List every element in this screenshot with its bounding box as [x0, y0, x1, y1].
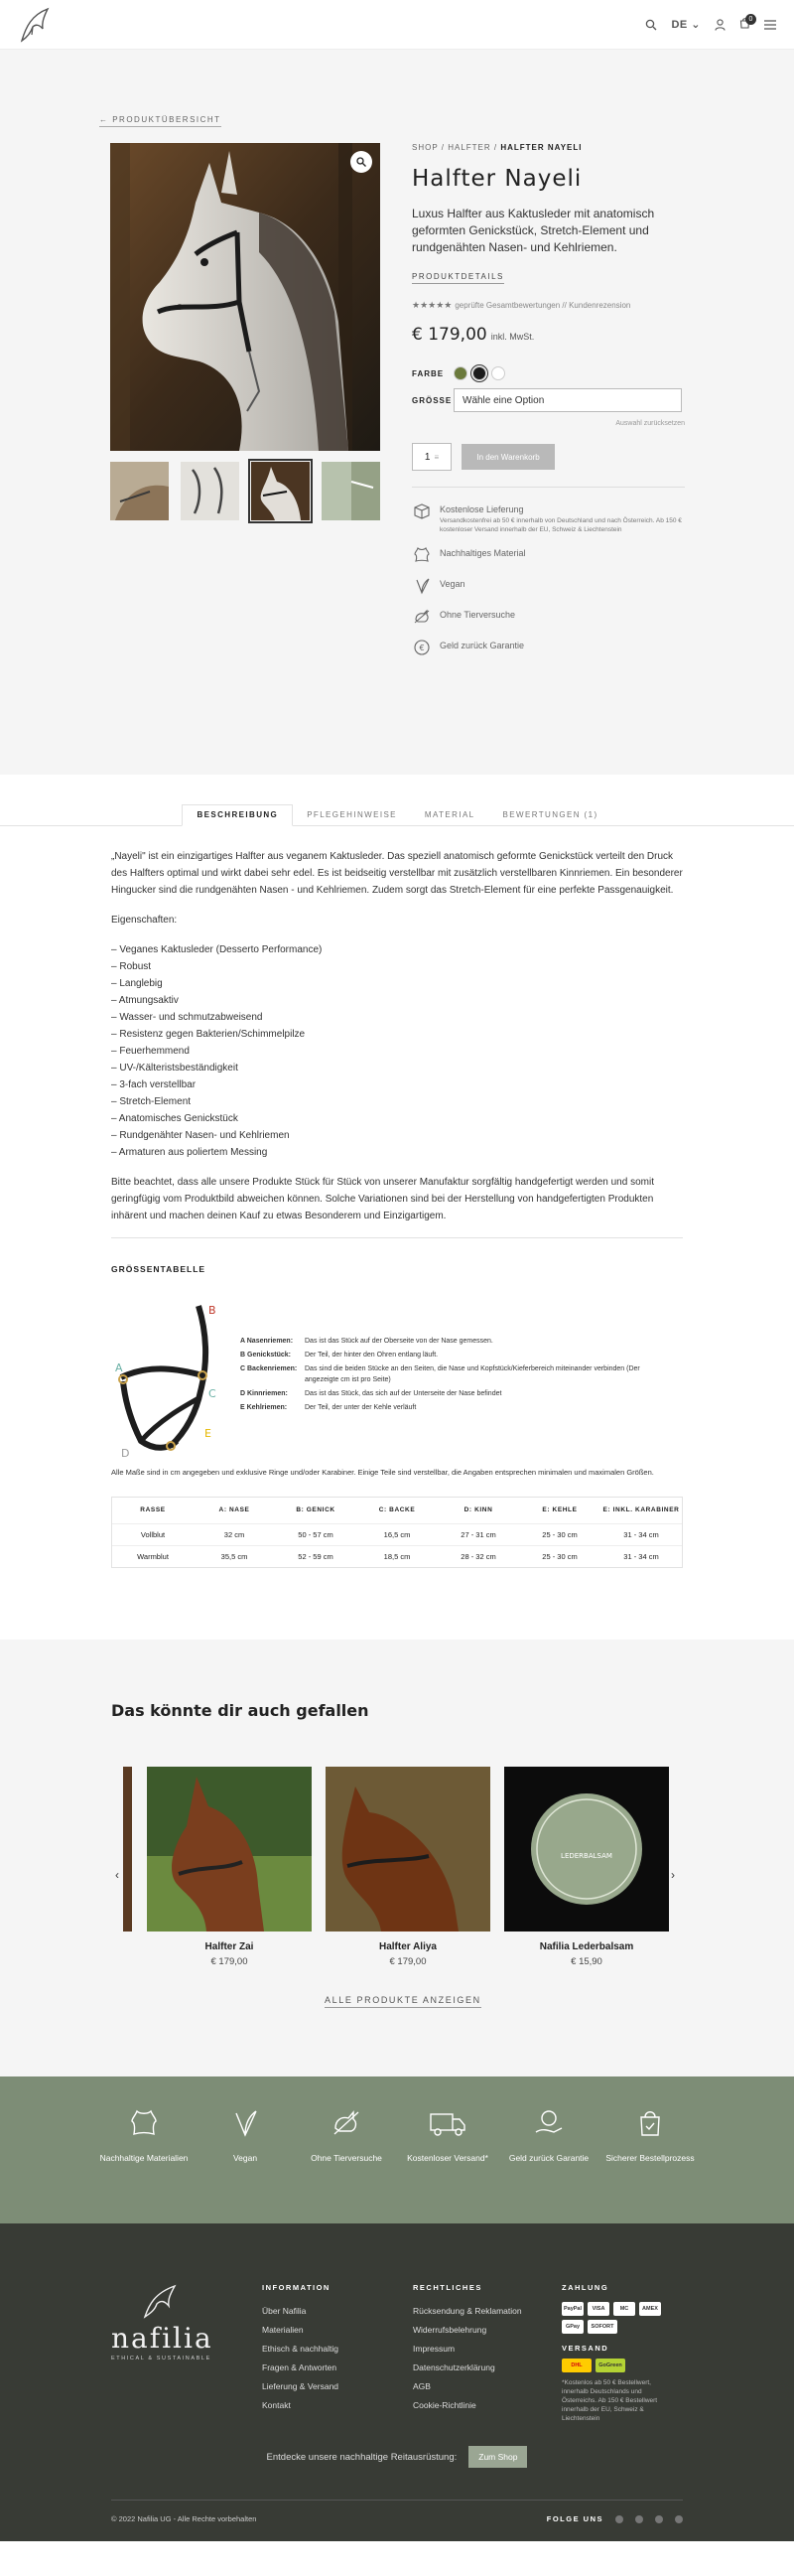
table-cell: 52 - 59 cm: [275, 1545, 356, 1567]
size-option: [412, 388, 685, 412]
thumbnail-image: [110, 462, 169, 520]
product-card-name: Halfter Zai: [204, 1941, 254, 1952]
legend-key: D Kinnriemen:: [240, 1390, 288, 1397]
legend-row: [240, 1402, 662, 1413]
benefit-label: Ohne Tierversuche: [311, 2153, 382, 2163]
table-cell: Warmblut: [112, 1545, 194, 1567]
cart-button[interactable]: [739, 16, 753, 32]
paypal-icon: PayPal: [562, 2302, 584, 2316]
breadcrumb-separator: /: [490, 143, 501, 152]
quantity-stepper[interactable]: [412, 443, 452, 471]
zoom-button[interactable]: [350, 151, 372, 173]
benefit-sustainable-materials: [93, 2106, 195, 2223]
size-select-value: Wähle eine Option: [463, 394, 545, 406]
breadcrumb-shop[interactable]: SHOP: [412, 143, 439, 152]
breadcrumb-current: HALFTER NAYELI: [500, 143, 583, 152]
product-title: Halfter Nayeli: [412, 166, 583, 192]
feature-money-back: [412, 638, 685, 657]
follow-label: FOLGE UNS: [546, 2514, 603, 2523]
money-back-icon: [412, 638, 432, 657]
feature-name: Nachhaltiges Material: [440, 548, 526, 558]
column-header: D: KINN: [463, 1506, 493, 1513]
table-cell: 35,5 cm: [194, 1545, 275, 1567]
size-label: GRÖSSE: [412, 395, 453, 405]
table-row: [112, 1545, 682, 1567]
tab-material[interactable]: MATERIAL: [424, 810, 475, 819]
product-card-price: € 179,00: [210, 1956, 248, 1967]
legend-key: C Backenriemen:: [240, 1365, 298, 1372]
no-animal-testing-icon: [330, 2106, 363, 2140]
footer-legal: [413, 2283, 522, 2415]
product-price: € 179,00: [412, 325, 487, 345]
legend-key: B Genickstück:: [240, 1352, 291, 1359]
legend-row: [240, 1363, 662, 1385]
feature-name: Vegan: [440, 579, 465, 589]
table-cell: 25 - 30 cm: [519, 1545, 600, 1567]
thumbnail-4[interactable]: [322, 462, 380, 520]
price-row: [412, 325, 685, 345]
list-item: – Anatomisches Genickstück: [111, 1110, 683, 1127]
legend-key: A Nasenriemen:: [240, 1338, 294, 1345]
instagram-icon[interactable]: [655, 2515, 663, 2523]
legend-value: Der Teil, der unter der Kehle verläuft: [305, 1404, 417, 1411]
footer-column-title: ZAHLUNG: [562, 2283, 609, 2292]
list-item: – Rundgenähter Nasen- und Kehlriemen: [111, 1127, 683, 1144]
features-heading: Eigenschaften:: [111, 915, 178, 926]
quantity-value: 1: [424, 451, 431, 463]
no-animal-testing-icon: [412, 607, 432, 627]
table-cell: 28 - 32 cm: [438, 1545, 519, 1567]
product-card-price: € 15,90: [571, 1956, 602, 1967]
zoom-icon: [356, 157, 366, 167]
chevron-right-icon[interactable]: ›: [671, 1868, 675, 1882]
google-pay-icon: GPay: [562, 2320, 584, 2334]
add-to-cart-button[interactable]: In den Warenkorb: [462, 444, 555, 470]
vegan-leaf-icon: [412, 576, 432, 596]
product-card-image: [326, 1767, 490, 1932]
shipping-carriers: [562, 2359, 671, 2372]
color-label: FARBE: [412, 368, 445, 378]
recommendations-section: [0, 1640, 794, 2076]
product-card-image: [147, 1767, 312, 1932]
table-cell: 27 - 31 cm: [438, 1523, 519, 1545]
benefit-label: Sicherer Bestellprozess: [605, 2153, 695, 2163]
table-cell: 31 - 34 cm: [600, 1523, 682, 1545]
description-panel: [0, 826, 794, 1224]
vegan-leaf-icon: [228, 2106, 262, 2140]
size-table: [111, 1497, 683, 1568]
footer-link[interactable]: Cookie-Richtlinie: [413, 2400, 476, 2410]
benefit-free-shipping: [397, 2106, 498, 2223]
truck-icon: [428, 2106, 467, 2140]
product-card-price: € 179,00: [389, 1956, 427, 1967]
letter-a: A: [115, 1361, 123, 1374]
tab-reviews[interactable]: BEWERTUNGEN (1): [502, 810, 598, 819]
footer-cta: [0, 2446, 794, 2468]
thumbnail-image: [251, 462, 310, 520]
footer-link[interactable]: Widerrufsbelehrung: [413, 2325, 487, 2335]
color-swatch-black[interactable]: [472, 366, 486, 380]
list-item: – Wasser- und schmutzabweisend: [111, 1009, 683, 1026]
reset-selection-link[interactable]: Auswahl zurücksetzen: [615, 420, 685, 427]
footer-link[interactable]: Impressum: [413, 2344, 456, 2354]
footer-information: [262, 2283, 338, 2415]
product-details-link[interactable]: PRODUKTDETAILS: [412, 272, 504, 284]
breadcrumb: [412, 143, 685, 152]
breadcrumb-category[interactable]: HALFTER: [448, 143, 491, 152]
feature-vegan: [412, 576, 685, 596]
product-subtitle: Luxus Halfter aus Kaktusleder mit anatomisch geformten Genickstück, Stretch-Element und rundgenähten Nasen- und Kehlriemen.: [412, 207, 655, 254]
vat-note: inkl. MwSt.: [490, 332, 535, 342]
balm-label: LEDERBALSAM: [561, 1852, 612, 1860]
table-cell: 18,5 cm: [356, 1545, 438, 1567]
thumbnail-gallery: [110, 462, 380, 520]
list-item: – 3-fach verstellbar: [111, 1076, 683, 1093]
legend-value: Das ist das Stück, das sich auf der Unterseite der Nase befindet: [305, 1390, 502, 1397]
chevron-left-icon[interactable]: ‹: [115, 1868, 119, 1882]
gogreen-icon: GoGreen: [596, 2359, 625, 2372]
follow-us: [547, 2514, 683, 2523]
column-header: RASSE: [140, 1506, 166, 1513]
product-info: [412, 143, 685, 668]
benefit-label: Vegan: [232, 2153, 258, 2163]
size-chart-title: GRÖSSENTABELLE: [111, 1264, 206, 1274]
table-header: [112, 1498, 682, 1523]
footer-link[interactable]: Rücksendung & Reklamation: [413, 2306, 522, 2316]
list-item: – Feuerhemmend: [111, 1043, 683, 1060]
footer-link[interactable]: AGB: [413, 2381, 431, 2391]
cart-count-badge: 0: [745, 14, 756, 25]
footer-column-title: VERSAND: [562, 2344, 609, 2353]
feature-no-animal-testing: [412, 607, 685, 627]
list-item: – UV-/Kälteristsbeständigkeit: [111, 1060, 683, 1076]
color-option: [412, 366, 685, 380]
footer-link[interactable]: Datenschutzerklärung: [413, 2362, 495, 2372]
table-cell: 50 - 57 cm: [275, 1523, 356, 1545]
to-shop-button[interactable]: Zum Shop: [468, 2446, 527, 2468]
language-selector[interactable]: [671, 18, 701, 31]
search-icon[interactable]: [645, 19, 657, 31]
menu-icon[interactable]: [764, 20, 776, 30]
footer-payment: [562, 2283, 671, 2423]
product-card-name: Halfter Aliya: [379, 1941, 437, 1952]
letter-c: C: [208, 1387, 216, 1400]
footer-link[interactable]: Materialien: [262, 2325, 304, 2335]
add-to-cart-row: [412, 443, 685, 488]
product-main-image[interactable]: [110, 143, 380, 451]
amex-icon: AMEX: [639, 2302, 661, 2316]
table-cell: Vollblut: [112, 1523, 194, 1545]
letter-d: D: [121, 1447, 130, 1460]
list-item: – Atmungsaktiv: [111, 992, 683, 1009]
carousel-peek-item: [123, 1767, 132, 1932]
footer-link[interactable]: Fragen & Antworten: [262, 2362, 337, 2372]
size-chart-graphic: [111, 1302, 687, 1461]
thumbnail-2[interactable]: [181, 462, 239, 520]
account-icon[interactable]: [715, 19, 726, 31]
footer-bottom-bar: [111, 2500, 683, 2523]
mastercard-icon: MC: [613, 2302, 635, 2316]
star-rating-icon: ★★★★★: [412, 300, 453, 310]
description-intro: „Nayeli" ist ein einzigartiges Halfter aus veganem Kaktusleder. Das speziell anatomisch geformte Genickstück verteilt den Druck des Halfters optimal und wirkt dabei sehr edel. Es ist beidseitig verstellbar mit zusätzlich verstellbaren Kinnriemen. Ein besonderer Hingucker sind die rundgenähten Nasen - und Kehlriemen. Zudem sorgt das Stretch-Element für eine perfekte Passgenauigkeit.: [111, 851, 683, 896]
box-icon: [412, 501, 432, 521]
back-to-overview-link[interactable]: ← PRODUKTÜBERSICHT: [99, 115, 221, 127]
table-row: [112, 1523, 682, 1545]
site-footer: [0, 2223, 794, 2541]
benefit-label: Kostenloser Versand*: [407, 2153, 488, 2163]
nafilia-logo-icon[interactable]: [18, 5, 54, 45]
feature-free-delivery: [412, 501, 685, 534]
size-legend: [240, 1336, 662, 1416]
legend-value: Der Teil, der hinter den Ohren entlang läuft.: [305, 1352, 439, 1359]
copyright: © 2022 Nafilia UG - Alle Rechte vorbehalten: [111, 2514, 257, 2523]
product-section: [0, 50, 794, 775]
footer-link[interactable]: Kontakt: [262, 2400, 291, 2410]
footer-link[interactable]: Über Nafilia: [262, 2306, 307, 2316]
column-header: A: NASE: [218, 1506, 250, 1513]
legend-row: [240, 1388, 662, 1399]
letter-b: B: [208, 1304, 216, 1317]
table-cell: 32 cm: [194, 1523, 275, 1545]
facebook-icon[interactable]: [635, 2515, 643, 2523]
legend-row: [240, 1336, 662, 1347]
color-swatch-white[interactable]: [491, 366, 505, 380]
shipping-note: *Kostenlos ab 50 € Bestellwert, innerhalb Deutschlands und Österreichs. Ab 150 € Bestellwert innerhalb der EU, Schweiz & Liechtenstein: [562, 2379, 658, 2422]
leather-icon: [412, 545, 432, 565]
sofort-icon: SOFORT: [588, 2320, 617, 2334]
product-card[interactable]: [326, 1767, 490, 1967]
handmade-note: Bitte beachtet, dass alle unsere Produkte Stück für Stück von unserer Manufaktur sorgfältig handgefertigt werden und somit geringfügig vom Produktbild abweichen können. Solche Variationen sind bei der Herstellung von handgefertigten Produkten inhärent und machen deinen Kauf zu etwas Besonderem und Einzigartigem.: [111, 1177, 654, 1221]
benefits-bar: [0, 2076, 794, 2223]
footer-column-title: RECHTLICHES: [413, 2283, 482, 2292]
benefit-label: Geld zurück Garantie: [508, 2153, 590, 2163]
feature-desc: Versandkostenfrei ab 50 € innerhalb von Deutschland und nach Österreich. Ab 150 € kostenloser Versand innerhalb der EU, Schweiz & Liechtenstein: [440, 517, 682, 533]
payment-methods: [562, 2320, 671, 2334]
benefit-no-animal-testing: [296, 2106, 397, 2223]
tab-care-instructions[interactable]: PFLEGEHINWEISE: [307, 810, 397, 819]
all-products-link[interactable]: ALLE PRODUKTE ANZEIGEN: [325, 1995, 481, 2008]
footer-link[interactable]: Ethisch & nachhaltig: [262, 2344, 339, 2354]
horse-photo: [110, 143, 380, 451]
footer-cta-text: Entdecke unsere nachhaltige Reitausrüstung:: [266, 2451, 458, 2463]
legend-row: [240, 1350, 662, 1360]
footer-link[interactable]: Lieferung & Versand: [262, 2381, 339, 2391]
svg-text:€: €: [419, 644, 425, 652]
product-card-image: [504, 1767, 669, 1932]
visa-icon: VISA: [588, 2302, 609, 2316]
column-header: C: BACKE: [378, 1506, 416, 1513]
halter-diagram: [111, 1302, 220, 1461]
feature-sustainable-material: [412, 545, 685, 565]
table-cell: 25 - 30 cm: [519, 1523, 600, 1545]
thumbnail-image: [322, 462, 380, 520]
recommendations-title: Das könnte dir auch gefallen: [111, 1701, 369, 1720]
chevron-down-icon: ⌄: [691, 19, 701, 31]
pinterest-icon[interactable]: [675, 2515, 683, 2523]
leather-icon: [127, 2106, 161, 2140]
product-card[interactable]: [504, 1767, 669, 1967]
linkedin-icon[interactable]: [615, 2515, 623, 2523]
size-note: Alle Maße sind in cm angegeben und exklusive Ringe und/oder Karabiner. Einige Teile sind verstellbar, die Angaben entsprechen minimalen und maximalen Größen.: [111, 1468, 654, 1477]
secure-checkout-icon: [633, 2106, 667, 2140]
footer-column-title: INFORMATION: [262, 2283, 331, 2292]
thumbnail-3[interactable]: [251, 462, 310, 520]
footer-logo[interactable]: [111, 2283, 213, 2361]
dhl-icon: DHL: [562, 2359, 592, 2372]
list-item: – Langlebig: [111, 975, 683, 992]
footer-tagline: ETHICAL & SUSTAINABLE: [111, 2356, 211, 2361]
product-features: [412, 501, 685, 657]
tab-description[interactable]: BESCHREIBUNG: [182, 804, 293, 826]
feature-name: Geld zurück Garantie: [440, 641, 525, 650]
list-item: – Veganes Kaktusleder (Desserto Performance): [111, 941, 683, 958]
rating-text: geprüfte Gesamtbewertungen // Kundenrezension: [455, 301, 631, 310]
benefit-secure-checkout: [599, 2106, 701, 2223]
footer-brand: nafilia: [111, 2322, 213, 2355]
product-card-name: Nafilia Lederbalsam: [539, 1941, 634, 1952]
nafilia-logo-icon: [141, 2283, 181, 2321]
feature-name: Kostenlose Lieferung: [440, 504, 524, 514]
payment-methods: [562, 2302, 671, 2316]
table-cell: 16,5 cm: [356, 1523, 438, 1545]
stepper-icon: ≡: [434, 452, 440, 462]
list-item: – Robust: [111, 958, 683, 975]
legend-key: E Kehlriemen:: [240, 1404, 288, 1411]
feature-name: Ohne Tierversuche: [440, 610, 516, 620]
legend-value: Das ist das Stück auf der Oberseite von der Nase gemessen.: [305, 1338, 493, 1345]
list-item: – Resistenz gegen Bakterien/Schimmelpilze: [111, 1026, 683, 1043]
header-actions: [645, 17, 776, 32]
color-swatch-olive[interactable]: [454, 366, 467, 380]
letter-e: E: [204, 1427, 211, 1440]
breadcrumb-separator: /: [438, 143, 449, 152]
benefit-money-back: [498, 2106, 599, 2223]
size-select[interactable]: [454, 388, 682, 412]
site-header: [0, 0, 794, 50]
list-item: – Armaturen aus poliertem Messing: [111, 1144, 683, 1161]
thumbnail-1[interactable]: [110, 462, 169, 520]
column-header: E: INKL. KARABINER: [602, 1506, 680, 1513]
list-item: – Stretch-Element: [111, 1093, 683, 1110]
money-back-icon: [532, 2106, 566, 2140]
product-tabs: [0, 775, 794, 826]
thumbnail-image: [181, 462, 239, 520]
table-cell: 31 - 34 cm: [600, 1545, 682, 1567]
benefit-label: Nachhaltige Materialien: [99, 2153, 189, 2163]
features-list: [111, 941, 683, 1161]
column-header: B: GENICK: [296, 1506, 335, 1513]
benefit-vegan: [195, 2106, 296, 2223]
language-label: DE: [671, 19, 688, 31]
column-header: E: KEHLE: [542, 1506, 578, 1513]
legend-value: Das sind die beiden Stücke an den Seiten, die Nase und Kopfstück/Kieferbereich miteinander verbinden (Der angezeigte cm ist pro Seite): [305, 1365, 640, 1383]
rating[interactable]: [412, 300, 685, 311]
product-card[interactable]: [147, 1767, 312, 1967]
